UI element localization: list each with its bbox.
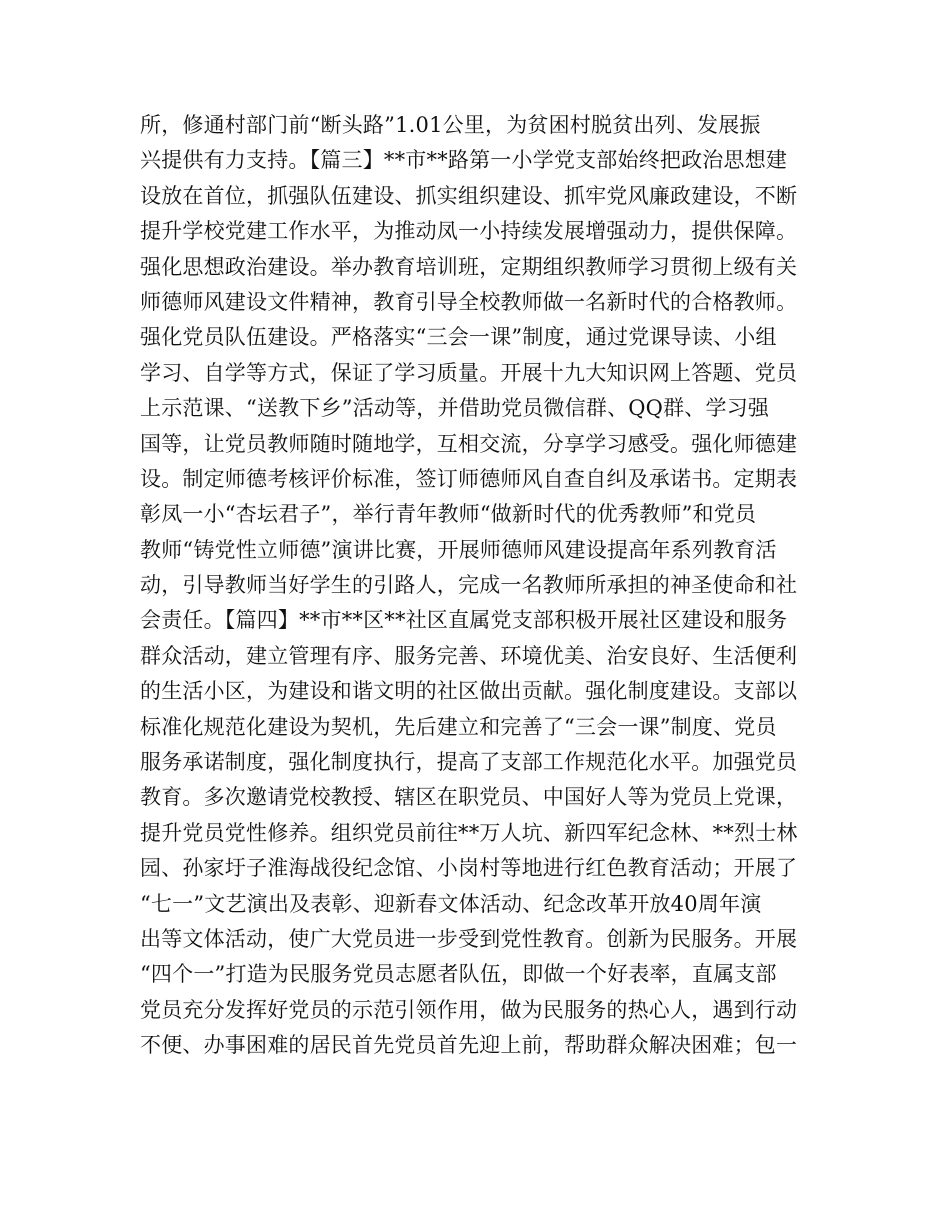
text-line: 党员充分发挥好党员的示范引领作用，做为民服务的热心人，遇到行动 xyxy=(140,997,798,1022)
text-line: 动，引导教师当好学生的引路人，完成一名教师所承担的神圣使命和社 xyxy=(140,573,798,598)
text-line: 教育。多次邀请党校教授、辖区在职党员、中国好人等为党员上党课， xyxy=(140,785,798,810)
text-line: 彰凤一小“杏坛君子”，举行青年教师“做新时代的优秀教师”和党员 xyxy=(140,502,757,527)
text-line: 设。制定师德考核评价标准，签订师德师风自查自纠及承诺书。定期表 xyxy=(140,466,798,491)
text-line: “四个一”打造为民服务党员志愿者队伍，即做一个好表率，直属支部 xyxy=(140,962,777,987)
text-line: 群众活动，建立管理有序、服务完善、环境优美、治安良好、生活便利 xyxy=(140,643,798,668)
text-line: 的生活小区，为建设和谐文明的社区做出贡献。强化制度建设。支部以 xyxy=(140,679,798,704)
text-line: 教师“铸党性立师德”演讲比赛，开展师德师风建设提高年系列教育活 xyxy=(140,537,777,562)
text-line: 设放在首位，抓强队伍建设、抓实组织建设、抓牢党风廉政建设，不断 xyxy=(140,183,798,208)
text-line: 标准化规范化建设为契机，先后建立和完善了“三会一课”制度、党员 xyxy=(140,714,777,739)
text-line: 强化思想政治建设。举办教育培训班，定期组织教师学习贯彻上级有关 xyxy=(140,254,798,279)
text-line: 会责任。【篇四】**市**区**社区直属党支部积极开展社区建设和服务 xyxy=(140,608,788,633)
text-line: 国等，让党员教师随时随地学，互相交流，分享学习感受。强化师德建 xyxy=(140,431,798,456)
text-line: 服务承诺制度，强化制度执行，提高了支部工作规范化水平。加强党员 xyxy=(140,750,798,775)
text-line: 所，修通村部门前“断头路”1.01公里，为贫困村脱贫出列、发展振 xyxy=(140,113,761,137)
text-line: 学习、自学等方式，保证了学习质量。开展十九大知识网上答题、党员 xyxy=(140,360,798,385)
text-line: 强化党员队伍建设。严格落实“三会一课”制度，通过党课导读、小组 xyxy=(140,325,777,350)
text-line: 提升党员党性修养。组织党员前往**万人坑、新四军纪念林、**烈士林 xyxy=(140,820,798,845)
text-line: 出等文体活动，使广大党员进一步受到党性教育。创新为民服务。开展 xyxy=(140,926,798,951)
text-line: 不便、办事困难的居民首先党员首先迎上前，帮助群众解决困难；包一 xyxy=(140,1033,798,1058)
text-line: 提升学校党建工作水平，为推动凤一小持续发展增强动力，提供保障。 xyxy=(140,219,798,244)
text-line: 兴提供有力支持。【篇三】**市**路第一小学党支部始终把政治思想建 xyxy=(140,148,788,173)
text-line: 园、孙家圩子淮海战役纪念馆、小岗村等地进行红色教育活动；开展了 xyxy=(140,856,798,881)
body-text xyxy=(140,108,820,1064)
text-line: “七一”文艺演出及表彰、迎新春文体活动、纪念改革开放40周年演 xyxy=(140,891,762,916)
text-line: 师德师风建设文件精神，教育引导全校教师做一名新时代的合格教师。 xyxy=(140,289,798,314)
text-line: 上示范课、“送教下乡”活动等，并借助党员微信群、QQ群、学习强 xyxy=(140,396,770,421)
